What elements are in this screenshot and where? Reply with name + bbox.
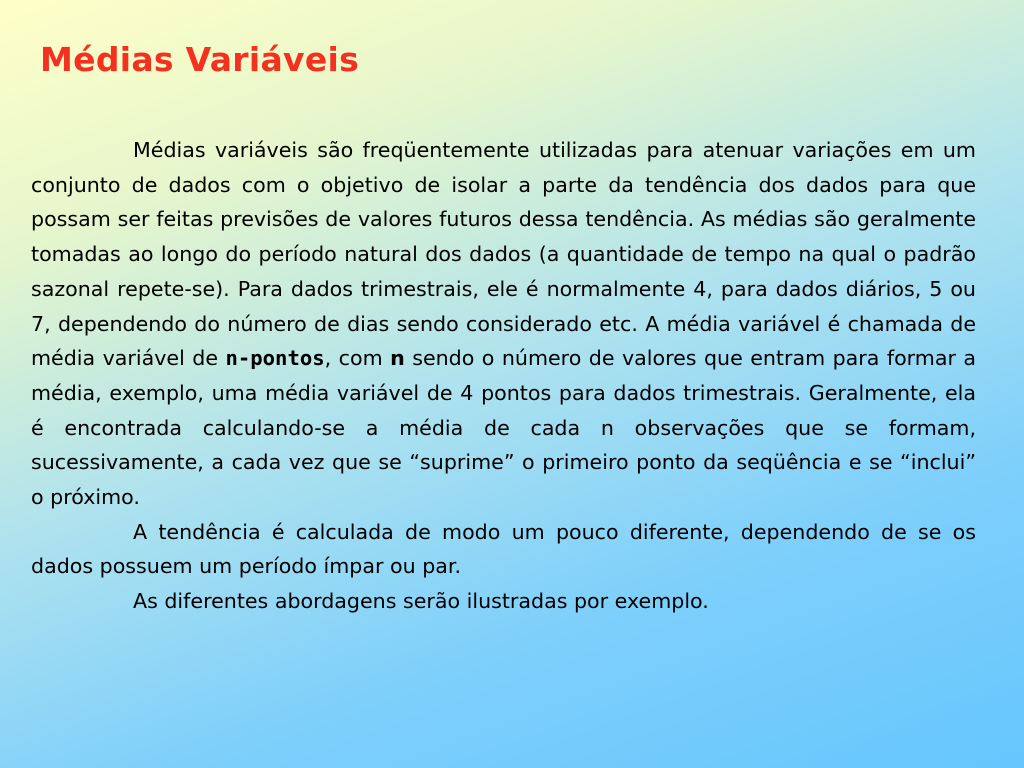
variable-n: n (390, 346, 405, 371)
slide-title: Médias Variáveis (40, 40, 360, 79)
paragraph-1-part-1: Médias variáveis são freqüentemente utilizadas para atenuar variações em um conjunto de dados com o objetivo de isolar a parte da tendência dos dados para que possam ser feitas previsões de valores futuros dessa tendência. As médias são geralmente tomadas ao longo do período natural dos dados (a quantidade de tempo na qual o padrão sazonal repete-se). Para dados trimestrais, ele é normalmente 4, para dados diários, 5 ou 7, dependendo do número de dias sendo considerado etc. A média variável é chamada de média variável de (31, 138, 976, 371)
slide-body (31, 133, 976, 619)
term-n-pontos: n-pontos (225, 346, 325, 371)
paragraph-moving-averages (31, 133, 976, 515)
paragraph-trend: A tendência é calculada de modo um pouco diferente, dependendo de se os dados possuem um período ímpar ou par. (31, 519, 976, 579)
paragraph-1-part-2: , com (324, 346, 391, 371)
paragraph-1-part-3: sendo o número de valores que entram para formar a média, exemplo, uma média variável de 4 pontos para dados trimestrais. Geralmente, ela é encontrada calculando-se a média de cada n observações que se formam, sucessivamente, a cada vez que se “suprime” o primeiro ponto da seqüência e se “inclui” o próximo. (31, 346, 976, 510)
paragraph-approaches: As diferentes abordagens serão ilustradas por exemplo. (133, 589, 709, 614)
